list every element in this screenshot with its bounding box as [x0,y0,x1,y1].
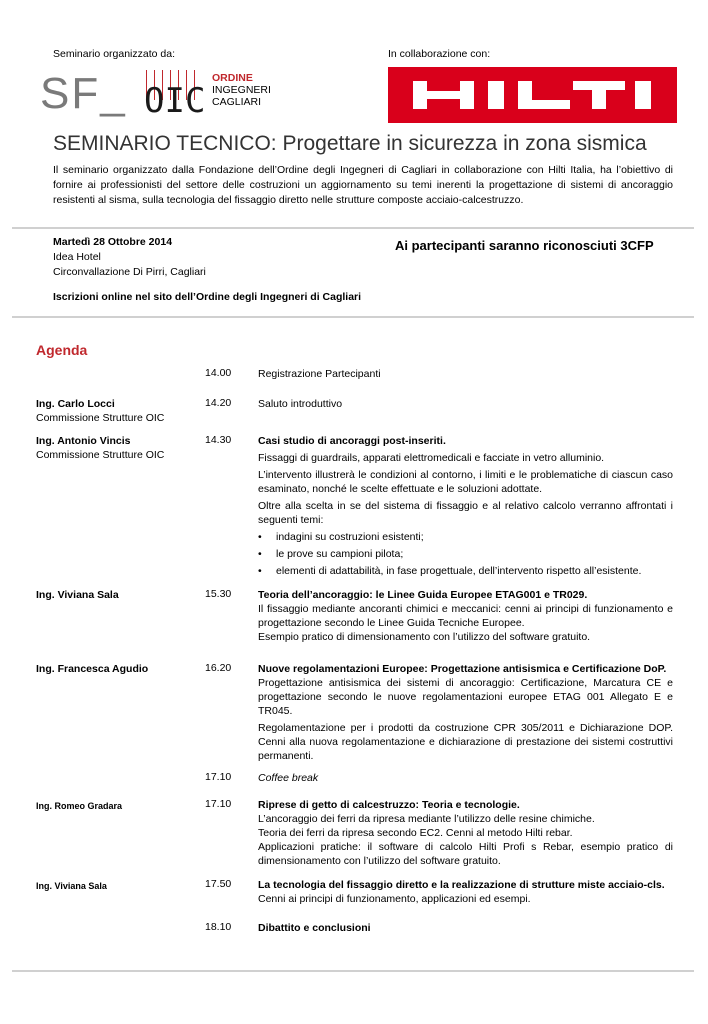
speaker-name: Ing. Viviana Sala [36,589,119,601]
agenda-session-theory [258,588,673,644]
speaker-role: Commissione Strutture OIC [36,449,165,461]
speaker-name: Ing. Romeo Gradara [36,801,123,811]
agenda-speaker [36,434,201,462]
session-text: Fissaggi di guardrails, apparati elettromedicali e facciate in vetro alluminio. [258,452,605,464]
session-text: L’ancoraggio dei ferri da ripresa mediante l’utilizzo delle resine chimiche. [258,813,595,825]
event-address: Circonvallazione Di Pirri, Cagliari [53,266,206,278]
session-title: Teoria dell’ancoraggio: le Linee Guida Europee ETAG001 e TR029. [258,589,588,601]
event-info [53,235,206,280]
session-text: Progettazione antisismica dei sistemi di ancoraggio: Certificazione, Marcatura CE e progettazione secondo le nuove regolamentazioni europee ETAG 001 Allegato E e TR045. [258,677,673,717]
session-title: Nuove regolamentazioni Europee: Progettazione antisismica e Certificazione DoP. [258,663,667,675]
logo-line-cagliari: CAGLIARI [212,96,262,108]
session-title: Riprese di getto di calcestruzzo: Teoria e tecnologie. [258,799,520,811]
bullet-item: • le prove su campioni pilota; [258,547,673,561]
bullet-item: • elementi di adattabilità, in fase progettuale, dell’intervento rispetto all’esistente. [258,564,673,578]
logo-line-ordine: ORDINE [212,72,253,84]
agenda-title-welcome: Saluto introduttivo [258,398,343,410]
agenda-time: 14.00 [205,367,232,379]
speaker-name: Ing. Carlo Locci [36,398,115,410]
session-text: Applicazioni pratiche: il software di calcolo Hilti Profi s Rebar, esempio pratico di dimensionamento con l’utilizzo del software gratuito. [258,841,673,867]
agenda-session-case-studies [258,434,673,581]
hilti-wordmark [388,67,677,123]
agenda-session-direct-fastening [258,878,673,906]
agenda-time: 14.20 [205,397,232,409]
agenda-time: 17.10 [205,771,232,783]
session-title: Casi studio di ancoraggi post-inseriti. [258,435,446,447]
agenda-time: 18.10 [205,921,232,933]
agenda-speaker [36,397,201,425]
agenda-time: 15.30 [205,588,232,600]
agenda-title-debate: Dibattito e conclusioni [258,922,371,934]
logo-sf: SF_ [40,69,127,118]
session-text: Esempio pratico di dimensionamento con l’utilizzo del software gratuito. [258,631,591,643]
session-text: Regolamentazione per i prodotti da costruzione CPR 305/2011 e Dichiarazione DOP. Cenni alla nuova regolamentazione e dichiarazione di prestazione dei sistemi costruttivi permanenti. [258,722,673,762]
hilti-logo [388,67,677,123]
registration-notice: Iscrizioni online nel sito dell’Ordine degli Ingegneri di Cagliari [53,291,362,303]
oic-logo [40,70,340,120]
agenda-time: 16.20 [205,662,232,674]
agenda-session-rebar [258,798,673,868]
event-venue: Idea Hotel [53,251,101,263]
cfp-notice: Ai partecipanti saranno riconosciuti 3CFP [395,238,654,253]
agenda-time: 17.50 [205,878,232,890]
session-text: Oltre alla scelta in se del sistema di fissaggio e al relativo calcolo verranno affrontati i seguenti temi: [258,500,673,526]
session-text: Cenni ai principi di funzionamento, applicazioni ed esempi. [258,893,531,905]
collaboration-label: In collaborazione con: [388,48,491,60]
logo-text [212,72,271,108]
speaker-role: Commissione Strutture OIC [36,412,165,424]
logo-line-ingegneri: INGEGNERI [212,84,271,96]
divider-mid [12,316,694,318]
logo-oic: OIC [144,81,206,121]
agenda-title-coffee-break: Coffee break [258,772,319,784]
divider-top [12,227,694,229]
session-text: Teoria dei ferri da ripresa secondo EC2. Cenni al metodo Hilti rebar. [258,827,573,839]
bullet-item: • indagini su costruzioni esistenti; [258,530,673,544]
organized-by-label: Seminario organizzato da: [53,48,175,60]
page-title: SEMINARIO TECNICO: Progettare in sicurezza in zona sismica [53,132,647,155]
session-text: Il fissaggio mediante ancoranti chimici e meccanici: cenni ai principi di funzionamento e progettazione secondo le Linee Guida Tecniche Europee. [258,603,673,629]
divider-bottom [12,970,694,972]
session-title: La tecnologia del fissaggio diretto e la realizzazione di strutture miste acciaio-cls. [258,879,665,891]
speaker-name: Ing. Viviana Sala [36,881,107,891]
speaker-name: Ing. Antonio Vincis [36,435,131,447]
agenda-session-regulations [258,662,673,763]
session-bullets [258,530,673,578]
intro-paragraph: Il seminario organizzato dalla Fondazione dell’Ordine degli Ingegneri di Cagliari in collaborazione con Hilti Italia, ha l’obiettivo di fornire ai professionisti del settore delle costruzioni un aggiornamento su temi inerenti la progettazione di sistemi di ancoraggio resistenti al sisma, sulla tecnologia del fissaggio diretto nelle strutture composte acciaio-calcestruzzo. [53,164,673,206]
session-text: L’intervento illustrerà le condizioni al contorno, i limiti e le problematiche di ciascun caso esaminato, nonché le scelte effettuate e le soluzioni adottate. [258,469,673,495]
agenda-time: 14.30 [205,434,232,446]
event-date: Martedì 28 Ottobre 2014 [53,236,173,248]
speaker-name: Ing. Francesca Agudio [36,663,149,675]
agenda-title: Agenda [36,342,88,358]
agenda-time: 17.10 [205,798,232,810]
agenda-title-registration: Registrazione Partecipanti [258,368,381,380]
